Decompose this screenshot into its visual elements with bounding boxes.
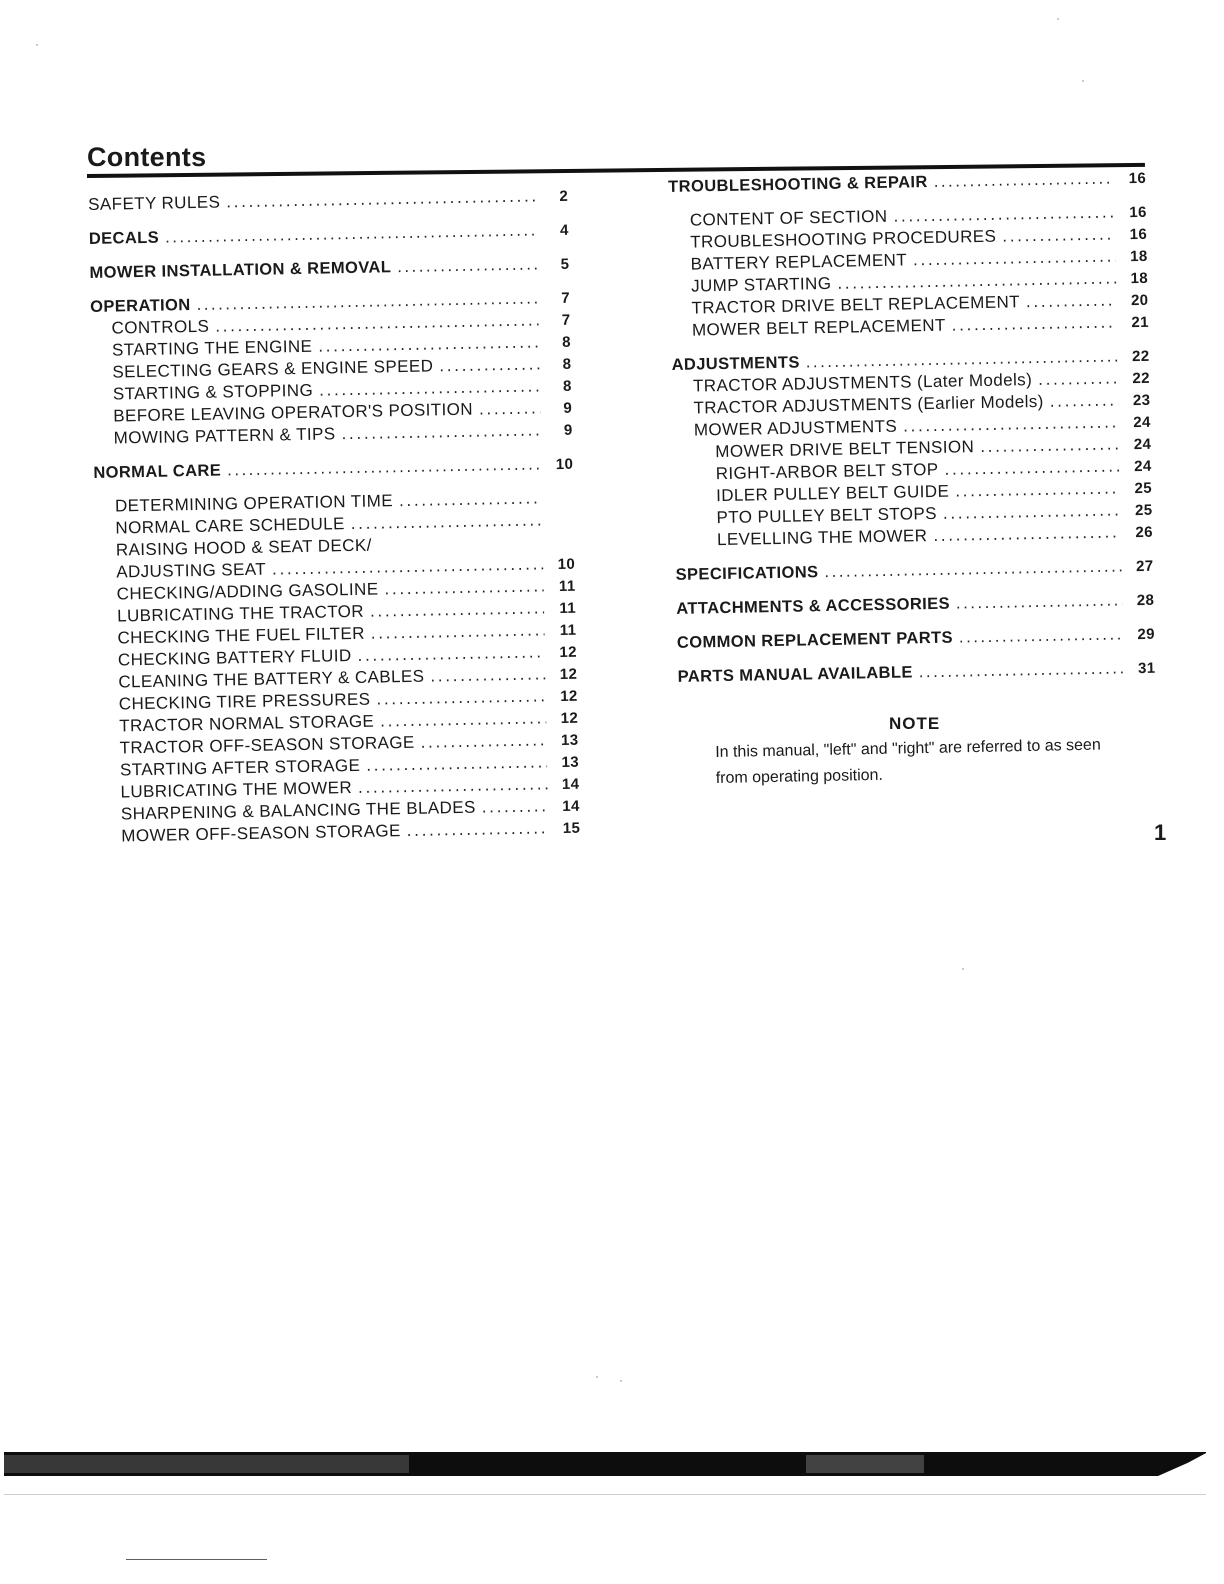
toc-entry-page: 24 xyxy=(1133,435,1152,454)
toc-entry-label: DETERMINING OPERATION TIME xyxy=(114,491,394,516)
toc-entry[interactable] xyxy=(668,167,1146,198)
scan-speck xyxy=(596,1376,598,1378)
toc-entry-label: ADJUSTING SEAT xyxy=(116,559,267,582)
toc-entry-page: 8 xyxy=(562,333,572,351)
toc-entry-page: 23 xyxy=(1132,391,1151,410)
dot-leader xyxy=(341,419,541,445)
toc-entry-label: TROUBLESHOOTING PROCEDURES xyxy=(690,226,997,252)
toc-entry[interactable] xyxy=(677,623,1155,654)
toc-entry-page: 21 xyxy=(1131,313,1150,332)
toc-entry[interactable] xyxy=(89,253,569,284)
toc-entry-label: IDLER PULLEY BELT GUIDE xyxy=(715,481,950,506)
toc-entry-page: 28 xyxy=(1136,591,1155,610)
toc-entry-label: OPERATION xyxy=(89,296,191,316)
dot-leader xyxy=(934,167,1115,192)
toc-entry-page: 16 xyxy=(1129,203,1147,222)
dot-leader xyxy=(1050,389,1119,412)
dot-leader xyxy=(956,589,1123,614)
toc-entry-label: PARTS MANUAL AVAILABLE xyxy=(677,663,913,686)
dot-leader xyxy=(824,555,1122,583)
toc-entry-page: 11 xyxy=(559,599,577,618)
toc-entry-page: 13 xyxy=(560,731,579,750)
toc-entry-page: 7 xyxy=(561,289,571,307)
toc-entry-page: 7 xyxy=(561,311,571,329)
page-title: Contents xyxy=(87,142,207,172)
toc-entry-label: MOWER OFF-SEASON STORAGE xyxy=(121,821,401,846)
toc-entry-label: SAFETY RULES xyxy=(88,192,221,214)
toc-entry-label: TRACTOR NORMAL STORAGE xyxy=(119,711,375,736)
scan-speck xyxy=(36,44,38,46)
toc-entry[interactable] xyxy=(88,185,568,216)
dot-leader xyxy=(384,575,544,600)
toc-entry-page: 12 xyxy=(560,687,578,706)
toc-entry-label: STARTING AFTER STORAGE xyxy=(119,755,361,780)
toc-entry-page: 14 xyxy=(561,775,580,794)
toc-entry-label: CONTROLS xyxy=(111,316,210,338)
bottom-scan-bar xyxy=(4,1452,1206,1476)
toc-entry-label: SELECTING GEARS & ENGINE SPEED xyxy=(112,356,434,382)
toc-entry-label: BEFORE LEAVING OPERATOR'S POSITION xyxy=(113,399,474,426)
toc-entry-label: TRACTOR ADJUSTMENTS (Earlier Models) xyxy=(693,391,1044,418)
dot-leader xyxy=(482,795,549,818)
toc-entry-page: 10 xyxy=(557,555,576,574)
toc-entry-label: BATTERY REPLACEMENT xyxy=(690,250,908,274)
note-heading: NOTE xyxy=(889,714,941,733)
toc-entry-page: 9 xyxy=(563,421,573,439)
dot-leader xyxy=(397,253,538,278)
dot-leader xyxy=(959,623,1123,648)
toc-entry-label: MOWER DRIVE BELT TENSION xyxy=(715,437,975,462)
toc-entry-label: SHARPENING & BALANCING THE BLADES xyxy=(120,797,476,824)
dot-leader xyxy=(430,663,545,687)
toc-entry-label: LEVELLING THE MOWER xyxy=(716,526,928,550)
toc-entry-label: MOWER INSTALLATION & REMOVAL xyxy=(89,258,392,282)
toc-entry[interactable] xyxy=(677,657,1155,688)
toc-entry[interactable] xyxy=(93,453,573,484)
toc-entry-label: JUMP STARTING xyxy=(690,273,832,296)
toc-entry-label: RIGHT-ARBOR BELT STOP xyxy=(715,459,939,484)
scan-artifact xyxy=(4,1455,409,1473)
dot-leader xyxy=(406,817,548,842)
toc-entry-label: LUBRICATING THE TRACTOR xyxy=(116,601,365,626)
toc-entry-page: 27 xyxy=(1135,557,1154,576)
toc-entry-label: NORMAL CARE xyxy=(93,461,222,482)
toc-entry-page: 31 xyxy=(1137,659,1156,678)
toc-entry-label: CHECKING/ADDING GASOLINE xyxy=(116,579,379,604)
scan-speck xyxy=(1082,80,1084,82)
toc-entry-label: SPECIFICATIONS xyxy=(675,563,819,584)
toc-entry-page: 12 xyxy=(560,709,579,728)
toc-entry-label: ADJUSTMENTS xyxy=(671,353,800,374)
toc-entry-page: 26 xyxy=(1135,523,1154,542)
toc-entry-page: 24 xyxy=(1133,413,1151,432)
toc-entry-page: 16 xyxy=(1129,225,1148,244)
toc-entry-label: TRACTOR ADJUSTMENTS (Later Models) xyxy=(692,370,1033,396)
toc-entry-page: 12 xyxy=(559,643,578,662)
toc-entry-label: COMMON REPLACEMENT PARTS xyxy=(676,628,954,652)
toc-entry-page: 29 xyxy=(1137,625,1156,644)
dot-leader xyxy=(227,453,542,481)
toc-entry[interactable] xyxy=(675,555,1153,586)
dot-leader xyxy=(933,521,1121,547)
dot-leader xyxy=(479,397,541,420)
toc-entry-page: 20 xyxy=(1130,291,1149,310)
dot-leader xyxy=(1026,289,1117,313)
toc-entry-page: 11 xyxy=(559,621,577,640)
toc-entry-label: TROUBLESHOOTING & REPAIR xyxy=(668,173,928,196)
toc-entry-page: 22 xyxy=(1131,347,1150,366)
toc-entry-label: CHECKING BATTERY FLUID xyxy=(117,646,352,670)
toc-entry-page: 4 xyxy=(559,221,569,239)
toc-entry-page: 2 xyxy=(559,187,569,205)
toc-entry[interactable] xyxy=(89,219,569,250)
note-text: In this manual, "left" and "right" are referred to as seen from operating position. xyxy=(715,736,1101,787)
toc-entry-page: 24 xyxy=(1134,457,1152,476)
dot-leader xyxy=(165,219,537,248)
toc-entry-page: 25 xyxy=(1134,501,1153,520)
scan-artifact xyxy=(806,1455,924,1473)
toc-entry-label: CHECKING THE FUEL FILTER xyxy=(117,623,365,648)
toc-entry-label: RAISING HOOD & SEAT DECK/ xyxy=(115,535,372,560)
toc-entry-page: 8 xyxy=(562,377,572,395)
toc-entry[interactable] xyxy=(676,589,1154,620)
toc-entry-label: ATTACHMENTS & ACCESSORIES xyxy=(676,594,951,618)
scan-speck xyxy=(620,1380,622,1382)
toc-entry-label: TRACTOR DRIVE BELT REPLACEMENT xyxy=(691,292,1021,318)
scan-artifact xyxy=(1158,1452,1208,1476)
toc-entry-label: LUBRICATING THE MOWER xyxy=(120,778,353,802)
dot-leader xyxy=(439,353,539,377)
toc-entry-page: 22 xyxy=(1132,369,1151,388)
toc-entry-page: 18 xyxy=(1129,247,1148,266)
toc-entry-page: 11 xyxy=(558,577,576,596)
toc-entry-label: CHECKING TIRE PRESSURES xyxy=(118,689,371,714)
toc-entry-label: STARTING & STOPPING xyxy=(112,380,314,404)
toc-entry-page: 5 xyxy=(560,255,570,273)
toc-entry-label: NORMAL CARE SCHEDULE xyxy=(115,514,345,538)
blue-underline xyxy=(126,1559,267,1560)
toc-entry-label: MOWING PATTERN & TIPS xyxy=(113,424,336,448)
toc-entry-page: 13 xyxy=(561,753,580,772)
toc-entry-label: CONTENT OF SECTION xyxy=(689,206,888,230)
dot-leader xyxy=(1002,223,1115,247)
page-number: 1 xyxy=(1154,820,1167,845)
toc-right-column xyxy=(668,167,1156,688)
toc-entry-label: MOWER ADJUSTMENTS xyxy=(693,416,898,440)
toc-entry-label: PTO PULLEY BELT STOPS xyxy=(716,503,938,528)
toc-entry-label: DECALS xyxy=(88,228,160,248)
toc-entry-page: 18 xyxy=(1130,269,1149,288)
dot-leader xyxy=(420,729,546,753)
toc-entry-page: 25 xyxy=(1134,479,1153,498)
dot-leader xyxy=(919,657,1124,683)
dot-leader xyxy=(980,433,1119,458)
scan-speck xyxy=(962,968,964,970)
toc-left-column xyxy=(88,185,580,848)
dot-leader xyxy=(226,185,536,213)
toc-entry-page: 15 xyxy=(562,819,581,838)
dot-leader xyxy=(376,685,546,710)
toc-entry-page: 10 xyxy=(555,455,574,474)
toc-entry-label: CLEANING THE BATTERY & CABLES xyxy=(118,666,425,692)
dot-leader xyxy=(955,477,1120,502)
dot-leader xyxy=(1038,367,1118,391)
dot-leader xyxy=(380,707,546,732)
toc-entry-page: 16 xyxy=(1128,169,1147,188)
scan-speck xyxy=(1057,18,1059,20)
toc-entry-page: 12 xyxy=(559,665,578,684)
dot-leader xyxy=(399,487,542,512)
toc-entry-label: STARTING THE ENGINE xyxy=(111,336,313,360)
toc-entry-label: MOWER BELT REPLACEMENT xyxy=(691,315,946,340)
toc-entry-label: TRACTOR OFF-SEASON STORAGE xyxy=(119,732,415,758)
toc-entry-page: 9 xyxy=(563,399,573,417)
dot-leader xyxy=(951,311,1117,336)
page-edge-line xyxy=(4,1494,1206,1495)
toc-entry-page: 14 xyxy=(562,797,581,816)
toc-entry-page: 8 xyxy=(562,355,572,373)
